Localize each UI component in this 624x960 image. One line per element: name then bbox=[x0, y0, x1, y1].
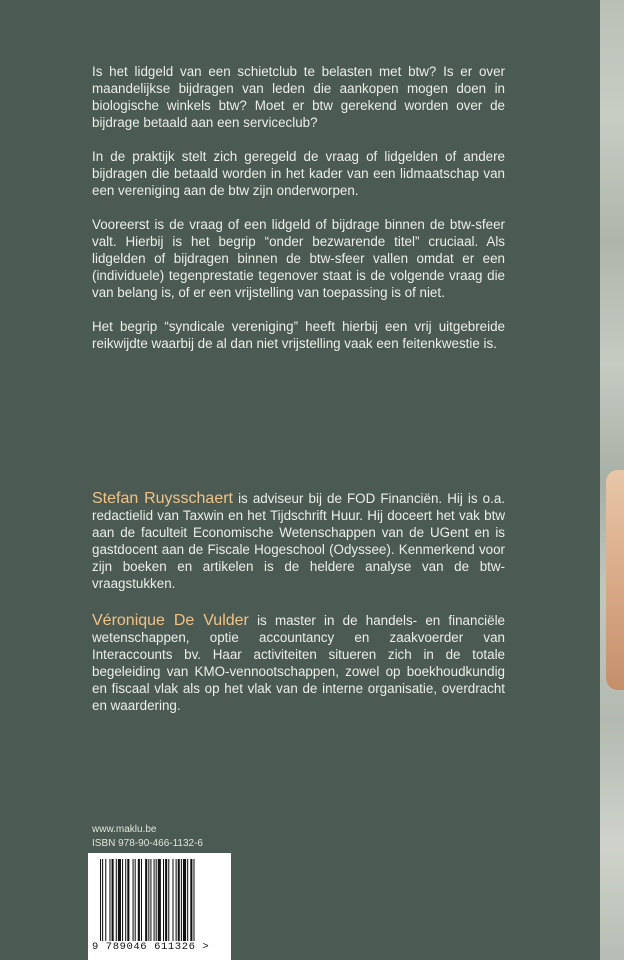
barcode-bar bbox=[112, 859, 114, 941]
author-bios bbox=[92, 490, 505, 734]
barcode-bar bbox=[168, 859, 169, 941]
blurb-text bbox=[92, 63, 505, 369]
blurb-paragraph-4: Het begrip “syndicale vereniging” heeft hierbij een vrij uitgebreide reikwijdte waarbij de al dan niet vrijstelling vaak een feitenkwestie is. bbox=[92, 319, 505, 351]
barcode-bar bbox=[178, 859, 180, 941]
barcode-digits: 9 789046 611326 > bbox=[92, 941, 210, 953]
barcode bbox=[88, 853, 231, 960]
barcode-bar bbox=[100, 859, 101, 941]
barcode-bar bbox=[187, 859, 188, 941]
author-bio-2 bbox=[92, 612, 505, 714]
author-name: Stefan Ruysschaert bbox=[92, 490, 233, 507]
barcode-bar bbox=[190, 859, 192, 941]
barcode-bar bbox=[172, 859, 173, 941]
barcode-bar bbox=[154, 859, 155, 941]
author-bio-1 bbox=[92, 490, 505, 592]
barcode-bar bbox=[163, 859, 164, 941]
barcode-bar bbox=[145, 859, 147, 941]
blurb-paragraph-1: Is het lidgeld van een schietclub te belasten met btw? Is er over maandelijkse bijdragen van leden die aankopen mogen doen in biologische winkels btw? Moet er btw gerekend worden over de bijdrage betaald aan een serviceclub? bbox=[92, 64, 505, 130]
barcode-bar bbox=[138, 859, 140, 941]
barcode-bar bbox=[181, 859, 182, 941]
isbn-number: ISBN 978-90-466-1132-6 bbox=[92, 838, 203, 849]
author-name: Véronique De Vulder bbox=[92, 612, 249, 629]
author-bio-text: is adviseur bij de FOD Financiën. Hij is o.a. redactielid van Taxwin en het Tijdschrift Huur. Hij doceert het vak btw aan de faculteit Economische Wetenschappen van de UGent en is gastdocent aan de Fiscale Hogeschool (Odyssee). Kenmerkend voor zijn boeken en artikelen is de heldere analyse van de btw-vraagstukken. bbox=[92, 491, 506, 591]
barcode-bar bbox=[176, 859, 177, 941]
barcode-bar bbox=[109, 859, 110, 941]
blurb-paragraph-2: In de praktijk stelt zich geregeld de vraag of lidgelden of andere bijdragen die betaald worden in het kader van een lidmaatschap van een vereniging aan de btw zijn onderworpen. bbox=[92, 149, 505, 198]
barcode-bar bbox=[156, 859, 157, 941]
publisher-website: www.maklu.be bbox=[92, 824, 157, 835]
blurb-paragraph-3: Vooreerst is de vraag of een lidgeld of bijdrage binnen de btw-sfeer valt. Hierbij is het begrip “onder bezwarende titel” cruciaal. Als lidgelden of bijdragen binnen de btw-sfeer vallen omdat er een (individuele) tegenprestatie tegenover staat is de volgende vraag die van belang is, of er een vrijstelling van toepassing is of niet. bbox=[92, 217, 505, 300]
barcode-bar bbox=[141, 859, 142, 941]
barcode-bar bbox=[127, 859, 129, 941]
front-cover-photo-edge bbox=[600, 0, 624, 960]
barcode-bar bbox=[102, 859, 103, 941]
barcode-bar bbox=[105, 859, 106, 941]
barcode-bar bbox=[158, 859, 161, 941]
barcode-bar bbox=[118, 859, 121, 941]
hand-photo-fragment bbox=[606, 470, 624, 690]
barcode-bar bbox=[133, 859, 134, 941]
barcode-bar bbox=[116, 859, 117, 941]
barcode-bar bbox=[122, 859, 123, 941]
barcode-bar bbox=[165, 859, 167, 941]
barcode-bar bbox=[183, 859, 186, 941]
barcode-bars bbox=[100, 859, 216, 941]
barcode-bar bbox=[150, 859, 151, 941]
barcode-bar bbox=[193, 859, 194, 941]
barcode-bar bbox=[148, 859, 149, 941]
colophon bbox=[92, 823, 203, 851]
author-bio-text: is master in de handels- en financiële wetenschappen, optie accountancy en zaakvoerder van Interaccounts bv. Haar activiteiten situeren zich in de totale begeleiding van KMO-vennootschappen, zowel op boekhoudkundig en fiscaal vlak als op het vlak van de interne organisatie, overdracht en waardering. bbox=[92, 613, 505, 713]
barcode-bar bbox=[135, 859, 136, 941]
barcode-bar bbox=[125, 859, 126, 941]
